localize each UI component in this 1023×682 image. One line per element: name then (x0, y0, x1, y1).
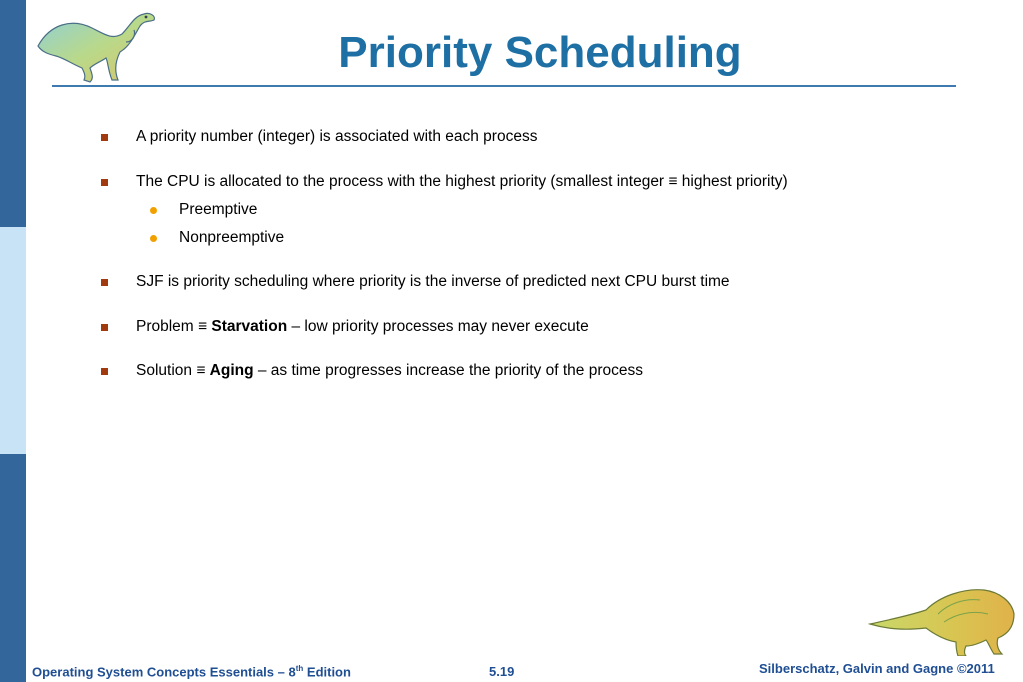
bullet-text: SJF is priority scheduling where priority is the inverse of predicted next CPU burst time (136, 273, 730, 290)
bullet-text: The CPU is allocated to the process with the highest priority (smallest integer ≡ highest priority) (136, 173, 788, 190)
footer-course-title: Operating System Concepts Essentials – 8 (32, 664, 296, 680)
bullet-item (136, 318, 589, 336)
slide-title: Priority Scheduling (338, 28, 742, 77)
sub-bullet-item (179, 201, 257, 219)
round-bullet-icon (150, 235, 157, 242)
square-bullet-icon (101, 368, 108, 375)
footer-edition: Edition (303, 664, 351, 680)
round-bullet-icon (150, 207, 157, 214)
square-bullet-icon (101, 324, 108, 331)
bullet-keyword: Starvation (211, 318, 288, 335)
bullet-text: A priority number (integer) is associated with each process (136, 128, 538, 145)
bullet-suffix: – as time progresses increase the priority of the process (253, 362, 643, 379)
sub-bullet-item (179, 229, 284, 247)
bullet-prefix: Solution ≡ (136, 362, 210, 379)
square-bullet-icon (101, 134, 108, 141)
bullet-prefix: Problem ≡ (136, 318, 212, 335)
bullet-suffix: – low priority processes may never execute (287, 318, 589, 335)
footer-superscript: th (295, 664, 304, 673)
square-bullet-icon (101, 279, 108, 286)
square-bullet-icon (101, 179, 108, 186)
bullet-keyword: Aging (209, 362, 254, 379)
bullet-item (136, 273, 730, 291)
bullet-item (136, 128, 537, 146)
footer-left (32, 664, 351, 679)
dinosaur-icon (868, 584, 1016, 656)
bullet-item (136, 173, 788, 191)
sub-bullet-text: Preemptive (179, 201, 258, 218)
footer-right: Silberschatz, Galvin and Gagne ©2011 (759, 661, 995, 676)
bullet-item (136, 362, 643, 380)
slide-number: 5.19 (489, 664, 515, 679)
sub-bullet-text: Nonpreemptive (179, 229, 285, 246)
